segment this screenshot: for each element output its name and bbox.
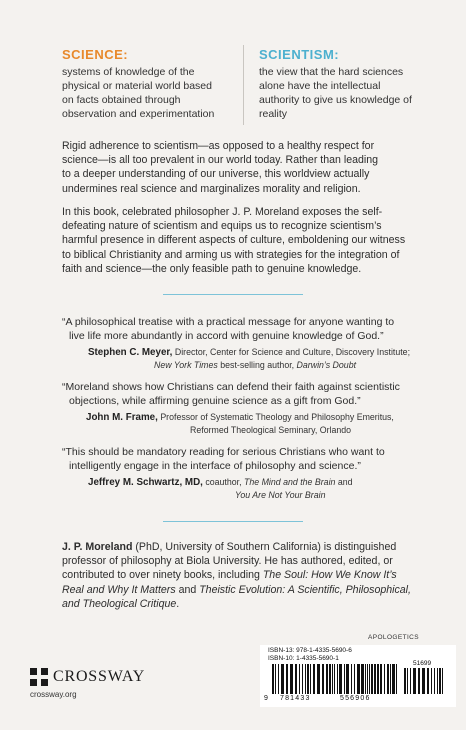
barcode-bar bbox=[322, 664, 324, 694]
endorsement-quote-frame: “Moreland shows how Christians can defend their faith against scientistic objections, while affirming genuine science as a gift from God.” bbox=[62, 381, 400, 407]
barcode-bar bbox=[367, 664, 368, 694]
publisher-name: CROSSWAY bbox=[53, 668, 146, 685]
barcode-bar bbox=[369, 664, 370, 694]
barcode-bar bbox=[339, 664, 342, 694]
barcode-bar bbox=[418, 668, 420, 694]
barcode-bar bbox=[337, 664, 338, 694]
barcode-bar bbox=[390, 664, 391, 694]
barcode-bar bbox=[437, 668, 438, 694]
barcode-addon bbox=[404, 668, 444, 694]
section-divider-top bbox=[163, 294, 303, 295]
barcode-bar bbox=[317, 664, 320, 694]
barcode-bar bbox=[295, 664, 297, 694]
barcode-bar bbox=[278, 664, 279, 694]
barcode-bar bbox=[332, 664, 333, 694]
endorsement-attribution-meyer: Stephen C. Meyer, Director, Center for Science and Culture, Discovery Institute; New York Times best-selling author, Darwin’s Doubt bbox=[88, 347, 411, 370]
crossway-logo bbox=[30, 666, 180, 688]
barcode-bar bbox=[290, 664, 293, 694]
barcode-bar bbox=[374, 664, 376, 694]
barcode-bar bbox=[313, 664, 315, 694]
definition-divider bbox=[243, 45, 244, 125]
section-divider-bottom bbox=[163, 521, 303, 522]
barcode-bar bbox=[307, 664, 309, 694]
isbn-10: ISBN-10: 1-4335-5690-1 bbox=[268, 655, 339, 662]
barcode-bar bbox=[310, 664, 311, 694]
barcode-bar bbox=[334, 664, 335, 694]
crossway-logo-icon bbox=[30, 668, 48, 686]
intro-paragraph-1: Rigid adherence to scientism—as opposed to a healthy respect for science—is all too prevalent in our world today. Rather than leading to a deeper understanding of our universe, this worldview actually undermines real science and marginalizes morality and religion. bbox=[62, 140, 379, 195]
isbn-13: ISBN-13: 978-1-4335-5690-6 bbox=[268, 647, 352, 654]
barcode-bar bbox=[387, 664, 389, 694]
barcode-bar bbox=[346, 664, 349, 694]
barcode-bar bbox=[361, 664, 364, 694]
barcode-bar bbox=[396, 664, 397, 694]
barcode-area bbox=[260, 645, 456, 707]
barcode-bar bbox=[326, 664, 328, 694]
barcode-bar bbox=[275, 664, 276, 694]
barcode-bar bbox=[344, 664, 345, 694]
barcode-bar bbox=[299, 664, 300, 694]
barcode-digit-left: 9 bbox=[264, 695, 268, 702]
science-definition: systems of knowledge of the physical or material world based on facts obtained through observation and experimentation bbox=[62, 66, 215, 120]
barcode-bar bbox=[384, 664, 385, 694]
endorsement-quote-schwartz: “This should be mandatory reading for serious Christians who want to intelligently engage in the interface of philosophy and science.” bbox=[62, 446, 385, 472]
price-code: 51699 bbox=[413, 660, 432, 667]
barcode-bar bbox=[357, 664, 360, 694]
barcode-digits-mid1: 781433 bbox=[280, 695, 311, 702]
barcode-bar bbox=[302, 664, 303, 694]
barcode-bar bbox=[351, 664, 352, 694]
barcode-bar bbox=[354, 664, 355, 694]
publisher-website: crossway.org bbox=[30, 690, 77, 699]
scientism-term: SCIENTISM: bbox=[259, 47, 340, 62]
barcode-bar bbox=[410, 668, 411, 694]
barcode-bar bbox=[377, 664, 379, 694]
barcode-bar bbox=[281, 664, 284, 694]
barcode-bar bbox=[380, 664, 382, 694]
category-label: APOLOGETICS bbox=[368, 634, 419, 641]
barcode-bar bbox=[286, 664, 288, 694]
barcode-bar bbox=[442, 668, 443, 694]
barcode-main bbox=[272, 664, 398, 694]
barcode-bar bbox=[407, 668, 408, 694]
endorsement-quote-meyer: “A philosophical treatise with a practical message for anyone wanting to live life more abundantly in accord with genuine knowledge of God.” bbox=[62, 316, 395, 342]
barcode-bar bbox=[329, 664, 331, 694]
barcode-bar bbox=[272, 664, 274, 694]
barcode-bar bbox=[392, 664, 395, 694]
barcode-bar bbox=[365, 664, 366, 694]
scientism-definition: the view that the hard sciences alone have the intellectual authority to give us knowledge of reality bbox=[259, 66, 412, 120]
barcode-digits-mid2: 556906 bbox=[340, 695, 371, 702]
barcode-bar bbox=[422, 668, 425, 694]
endorsement-attribution-schwartz: Jeffrey M. Schwartz, MD, coauthor, The Mind and the Brain and You Are Not Your Brain bbox=[88, 477, 353, 500]
barcode-bar bbox=[404, 668, 406, 694]
barcode-bar bbox=[427, 668, 429, 694]
intro-paragraph-2: In this book, celebrated philosopher J. P. Moreland exposes the self- defeating nature of scientism and equips us to recognize scientism’s harmful presence in different aspects of culture, emboldening our witness to biblical Christianity and arming us with strategies for the integration of faith and science—the only feasible path to genuine knowledge. bbox=[62, 206, 406, 275]
barcode-bar bbox=[371, 664, 373, 694]
author-bio: J. P. Moreland (PhD, University of Southern California) is distinguished professor of philosophy at Biola University. He has authored, edited, or contributed to over ninety books, including The Soul: How We Know It’s Real and Why It Matters and Theistic Evolution: A Scientific, Philosophical, and Theological Critique. bbox=[62, 541, 411, 610]
barcode-bar bbox=[431, 668, 432, 694]
barcode-bar bbox=[434, 668, 435, 694]
endorsement-attribution-frame: John M. Frame, Professor of Systematic Theology and Philosophy Emeritus, Reformed Theological Seminary, Orlando bbox=[86, 412, 394, 435]
barcode-bar bbox=[439, 668, 441, 694]
barcode-bar bbox=[413, 668, 416, 694]
science-term: SCIENCE: bbox=[62, 47, 129, 62]
barcode-bar bbox=[305, 664, 306, 694]
